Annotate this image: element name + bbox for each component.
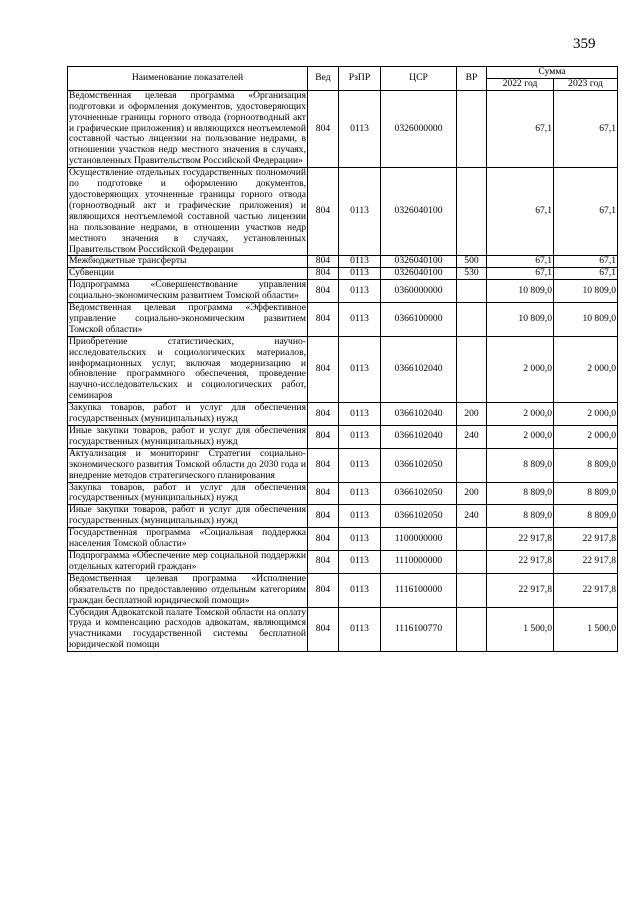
row-vr xyxy=(457,280,487,303)
table-row xyxy=(68,505,618,528)
table-row xyxy=(68,573,618,607)
row-name: Ведомственная целевая программа «Организация подготовки и оформления документов, удостоверяющих уточненные границы горного отвода (горноотводный акт и графические приложения) и являющихся неотъемлемой составной частью лицензии на пользование недрами, в отношении участков недр местного значения в случаях, установленных Правительством Российской Федерации» xyxy=(69,89,306,167)
row-name: Ведомственная целевая программа «Исполнение обязательств по предоставлению отдельным категориям граждан бесплатной юридической помощи» xyxy=(69,572,306,606)
row-name: Иные закупки товаров, работ и услуг для обеспечения государственных (муниципальных) нужд xyxy=(69,504,306,527)
table-row xyxy=(68,256,618,268)
table-row xyxy=(68,168,618,256)
page-number: 359 xyxy=(573,36,596,52)
table-row xyxy=(68,403,618,426)
row-amount-2022: 67,1 xyxy=(487,168,554,256)
row-ved: 804 xyxy=(308,426,339,449)
row-name: Закупка товаров, работ и услуг для обеспечения государственных (муниципальных) нужд xyxy=(69,481,306,504)
row-rzpr: 0113 xyxy=(339,550,381,573)
table-row xyxy=(68,607,618,652)
row-vr xyxy=(457,573,487,607)
table-row xyxy=(68,550,618,573)
row-amount-2022: 1 500,0 xyxy=(487,607,554,652)
row-rzpr: 0113 xyxy=(339,268,381,280)
row-rzpr: 0113 xyxy=(339,256,381,268)
row-ved: 804 xyxy=(308,280,339,303)
row-vr xyxy=(457,550,487,573)
row-name: Субвенции xyxy=(68,268,308,280)
row-ved: 804 xyxy=(308,256,339,268)
row-amount-2023: 67,1 xyxy=(554,168,618,256)
row-rzpr: 0113 xyxy=(339,426,381,449)
row-amount-2023: 2 000,0 xyxy=(554,403,618,426)
table-row xyxy=(68,268,618,280)
row-ved: 804 xyxy=(308,168,339,256)
row-csr: 0366102050 xyxy=(381,448,457,482)
row-name: Осуществление отдельных государственных полномочий по подготовке и оформлению документов, удостоверяющих уточненные границы горного отвода (горноотводный акт и графические приложения) и являющихся неотъемлемой составной частью лицензии на пользование недрами, в отношении участков недр местного значения в случаях, установленных Правительством Российской Федерации xyxy=(69,167,306,255)
row-amount-2023: 22 917,8 xyxy=(554,528,618,551)
row-vr: 200 xyxy=(457,482,487,505)
row-amount-2023: 8 809,0 xyxy=(554,448,618,482)
header-ved: Вед xyxy=(308,67,339,91)
header-year-2023: 2023 год xyxy=(554,78,618,90)
row-amount-2022: 67,1 xyxy=(487,256,554,268)
row-rzpr: 0113 xyxy=(339,573,381,607)
row-name: Закупка товаров, работ и услуг для обеспечения государственных (муниципальных) нужд xyxy=(69,402,306,425)
header-year-2022: 2022 год xyxy=(487,78,554,90)
row-rzpr: 0113 xyxy=(339,168,381,256)
row-rzpr: 0113 xyxy=(339,448,381,482)
row-ved: 804 xyxy=(308,448,339,482)
row-csr: 0366102050 xyxy=(381,482,457,505)
budget-table xyxy=(67,66,618,652)
row-vr xyxy=(457,528,487,551)
row-csr: 0366102040 xyxy=(381,336,457,402)
row-rzpr: 0113 xyxy=(339,528,381,551)
row-vr xyxy=(457,336,487,402)
row-csr: 0326040100 xyxy=(381,168,457,256)
row-vr: 530 xyxy=(457,268,487,280)
row-amount-2023: 8 809,0 xyxy=(554,482,618,505)
table-row xyxy=(68,90,618,167)
header-name: Наименование показателей xyxy=(68,67,308,91)
row-amount-2022: 22 917,8 xyxy=(487,550,554,573)
row-name: Подпрограмма «Обеспечение мер социальной поддержки отдельных категорий граждан» xyxy=(69,549,306,572)
row-csr: 0366102040 xyxy=(381,403,457,426)
row-amount-2023: 67,1 xyxy=(554,268,618,280)
row-amount-2022: 8 809,0 xyxy=(487,448,554,482)
row-amount-2023: 67,1 xyxy=(554,90,618,167)
row-vr xyxy=(457,448,487,482)
row-ved: 804 xyxy=(308,90,339,167)
row-rzpr: 0113 xyxy=(339,90,381,167)
row-ved: 804 xyxy=(308,505,339,528)
row-rzpr: 0113 xyxy=(339,403,381,426)
row-rzpr: 0113 xyxy=(339,505,381,528)
row-ved: 804 xyxy=(308,403,339,426)
row-name: Межбюджетные трансферты xyxy=(68,256,308,268)
row-name: Субсидия Адвокатской палате Томской области на оплату труда и компенсацию расходов адвокатам, являющимся участниками государственной системы бесплатной юридической помощи xyxy=(69,606,306,651)
row-csr: 1110000000 xyxy=(381,550,457,573)
row-amount-2022: 67,1 xyxy=(487,268,554,280)
row-ved: 804 xyxy=(308,607,339,652)
row-amount-2022: 2 000,0 xyxy=(487,403,554,426)
row-rzpr: 0113 xyxy=(339,482,381,505)
row-amount-2023: 22 917,8 xyxy=(554,550,618,573)
row-csr: 0366100000 xyxy=(381,303,457,337)
row-vr: 240 xyxy=(457,505,487,528)
header-vr: ВР xyxy=(457,67,487,91)
table-body xyxy=(68,90,618,651)
row-name: Подпрограмма «Совершенствование управления социально-экономическим развитием Томской области» xyxy=(69,279,306,302)
row-amount-2022: 2 000,0 xyxy=(487,336,554,402)
row-vr xyxy=(457,90,487,167)
row-amount-2022: 22 917,8 xyxy=(487,528,554,551)
row-csr: 1116100000 xyxy=(381,573,457,607)
row-rzpr: 0113 xyxy=(339,607,381,652)
row-vr: 200 xyxy=(457,403,487,426)
row-ved: 804 xyxy=(308,303,339,337)
row-rzpr: 0113 xyxy=(339,280,381,303)
row-name: Актуализация и мониторинг Стратегии социально-экономического развития Томской области до 2030 года и внедрение методов стратегического планирования xyxy=(69,447,306,481)
row-rzpr: 0113 xyxy=(339,303,381,337)
row-amount-2022: 2 000,0 xyxy=(487,426,554,449)
row-ved: 804 xyxy=(308,550,339,573)
row-ved: 804 xyxy=(308,528,339,551)
row-amount-2023: 8 809,0 xyxy=(554,505,618,528)
row-csr: 0326040100 xyxy=(381,256,457,268)
row-ved: 804 xyxy=(308,573,339,607)
row-ved: 804 xyxy=(308,482,339,505)
row-amount-2023: 10 809,0 xyxy=(554,303,618,337)
row-amount-2022: 8 809,0 xyxy=(487,482,554,505)
row-vr: 500 xyxy=(457,256,487,268)
row-csr: 0366102040 xyxy=(381,426,457,449)
row-csr: 0360000000 xyxy=(381,280,457,303)
table-row xyxy=(68,303,618,337)
row-amount-2023: 67,1 xyxy=(554,256,618,268)
row-amount-2022: 8 809,0 xyxy=(487,505,554,528)
row-vr xyxy=(457,168,487,256)
row-amount-2023: 2 000,0 xyxy=(554,336,618,402)
row-name: Иные закупки товаров, работ и услуг для обеспечения государственных (муниципальных) нужд xyxy=(69,425,306,447)
row-ved: 804 xyxy=(308,336,339,402)
table-row xyxy=(68,482,618,505)
table-row xyxy=(68,528,618,551)
header-sum: Сумма xyxy=(487,67,618,79)
row-name: Государственная программа «Социальная поддержка населения Томской области» xyxy=(69,527,306,550)
row-csr: 1100000000 xyxy=(381,528,457,551)
row-rzpr: 0113 xyxy=(339,336,381,402)
row-ved: 804 xyxy=(308,268,339,280)
row-amount-2022: 22 917,8 xyxy=(487,573,554,607)
row-csr: 1116100770 xyxy=(381,607,457,652)
table-row xyxy=(68,336,618,402)
table-row xyxy=(68,280,618,303)
row-csr: 0326040100 xyxy=(381,268,457,280)
row-vr: 240 xyxy=(457,426,487,449)
row-name: Приобретение статистических, научно-исследовательских и социологических материалов, информационных услуг, включая модернизацию и обновление программного обеспечения, проведение научно-исследовательских и социологических работ, семинаров xyxy=(69,335,306,402)
table-row xyxy=(68,426,618,449)
row-csr: 0326000000 xyxy=(381,90,457,167)
row-amount-2023: 1 500,0 xyxy=(554,607,618,652)
header-rzpr: РзПР xyxy=(339,67,381,91)
row-vr xyxy=(457,607,487,652)
header-csr: ЦСР xyxy=(381,67,457,91)
row-vr xyxy=(457,303,487,337)
row-amount-2022: 10 809,0 xyxy=(487,280,554,303)
row-amount-2023: 2 000,0 xyxy=(554,426,618,449)
row-amount-2023: 22 917,8 xyxy=(554,573,618,607)
row-name: Ведомственная целевая программа «Эффективное управление социально-экономическим развитием Томской области» xyxy=(69,302,306,335)
row-amount-2022: 10 809,0 xyxy=(487,303,554,337)
table-row xyxy=(68,448,618,482)
row-amount-2022: 67,1 xyxy=(487,90,554,167)
row-csr: 0366102050 xyxy=(381,505,457,528)
row-amount-2023: 10 809,0 xyxy=(554,280,618,303)
